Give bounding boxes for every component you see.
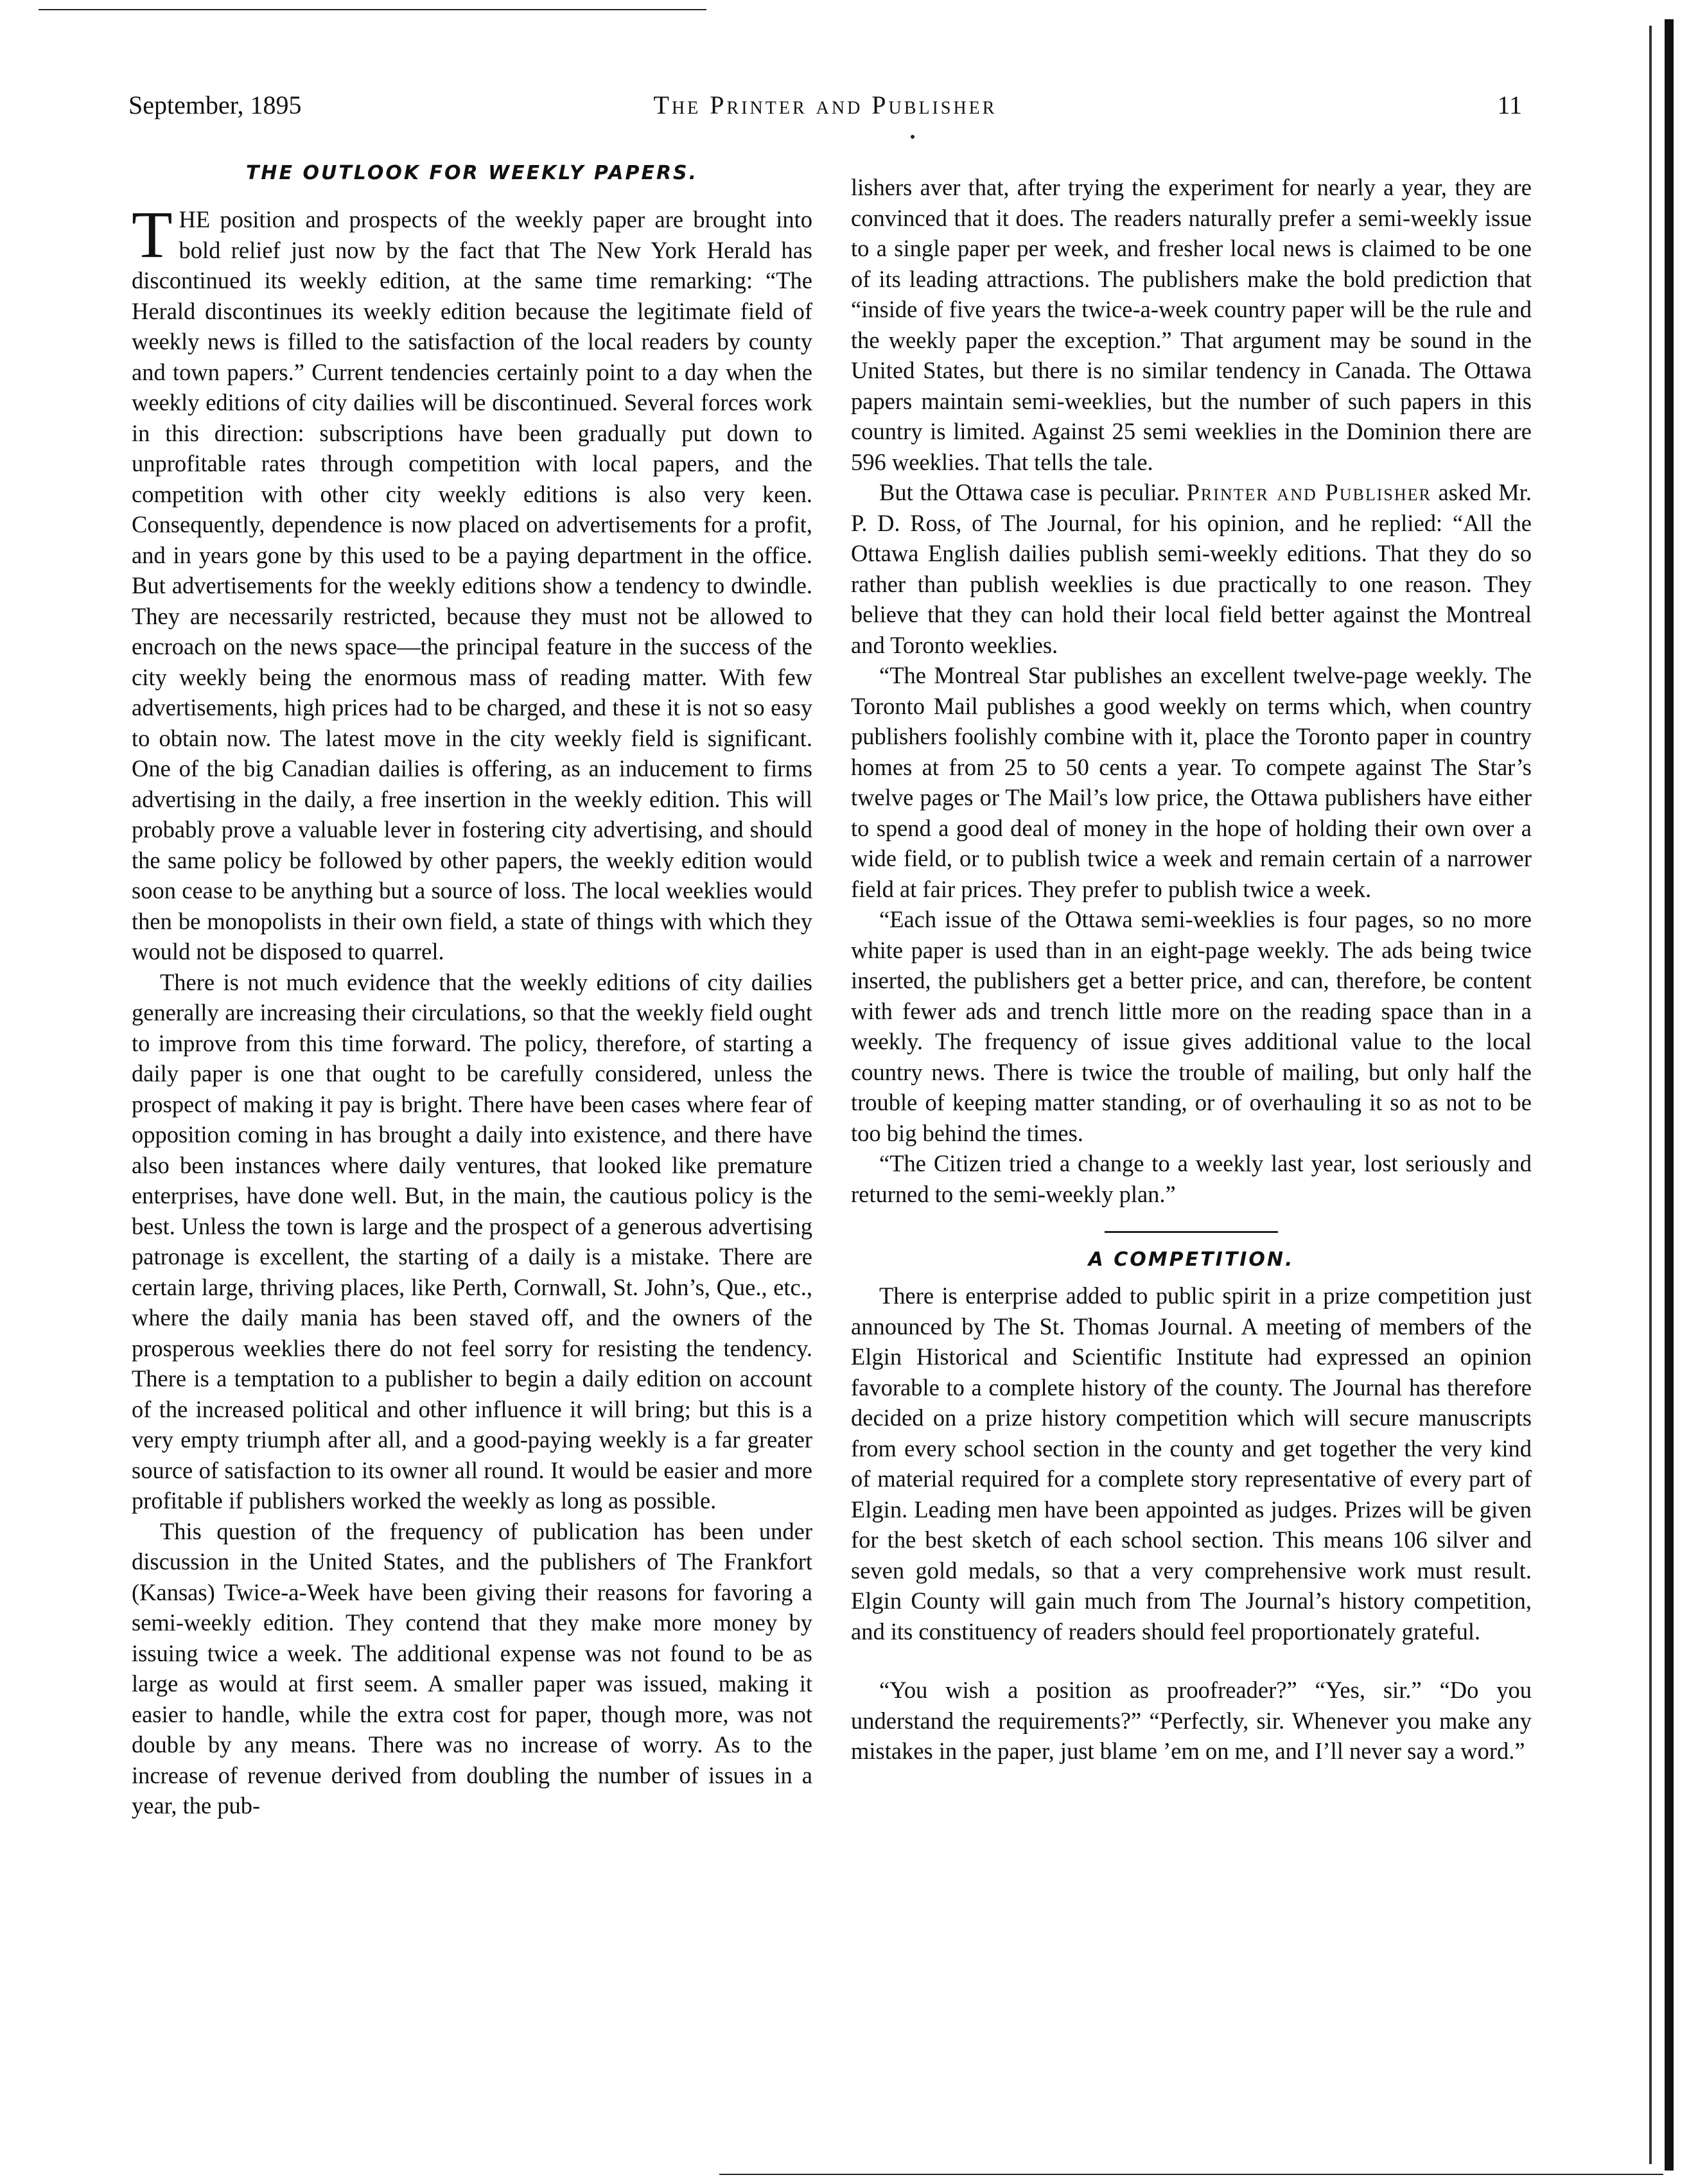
paragraph-text: But the Ottawa case is peculiar.	[879, 479, 1180, 505]
article-paragraph: There is not much evidence that the weekly editions of city dailies generally are increasing their circulations, so that the weekly field ought to improve from this time forward. The policy, therefore, of starting a daily paper is one that ought to be carefully considered, unless the prospect of making it pay is bright. There have been cases where fear of opposition coming in has brought a daily into existence, and there have also been instances where daily ventures, that looked like premature enterprises, have done well. But, in the main, the cautious policy is the best. Unless the town is large and the prospect of a generous advertising patronage is excellent, the starting of a daily is a mistake. There are certain large, thriving places, like Perth, Cornwall, St. John’s, Que., etc., where the daily mania has been staved off, and the owners of the prosperous weeklies there do not feel sorry for resisting the tendency. There is a temptation to a publisher to begin a daily edition on account of the increased political and other influence it will bring; but this is a very empty triumph after all, and a good-paying weekly is a far greater source of satisfaction to its owner all round. It would be easier and more profitable if publishers worked the weekly as long as possible.	[132, 968, 812, 1514]
page-number: 11	[1497, 91, 1522, 119]
issue-date: September, 1895	[128, 91, 302, 119]
filler-anecdote: “You wish a position as proofreader?” “Yes, sir.” “Do you understand the requirements?” “Perfectly, sir. Whenever you make any mistakes in the paper, just blame ’em on me, and I’ll never say a word.”	[851, 1677, 1532, 1764]
article-paragraph: This question of the frequency of publication has been under discussion in the United States, and the publishers of The Frankfort (Kansas) Twice-a-Week have been giving their reasons for favoring a semi-weekly edition. They contend that they make more money by issuing twice a week. The additional expense was not found to be as large as would at first seem. A smaller paper was issued, making it easier to handle, while the extra cost for paper, though more, was not double by any means. There was no increase of worry. As to the increase of revenue derived from doubling the number of issues in a year, the pub-	[132, 1517, 812, 1819]
bottom-border-rule	[719, 2174, 1663, 2175]
publication-title: The Printer and Publisher	[653, 91, 997, 119]
article-paragraph: There is enterprise added to public spirit in a prize competition just announced by The St. Thomas Journal. A meeting of members of the Elgin Historical and Scientific Institute had expressed an opinion favorable to a complete history of the county. The Journal has therefore decided on a prize history competition which will secure manuscripts from every school section in the county and get together the very kind of material required for a complete story representative of every part of Elgin. Leading men have been appointed as judges. Prizes will be given for the best sketch of each school section. This means 106 silver and seven gold medals, so that a very comprehensive work must result. Elgin County will gain much from The Journal’s history competition, and its constituency of readers should feel proportionately grateful.	[851, 1282, 1532, 1645]
article-paragraph	[851, 477, 1532, 660]
page-header	[128, 90, 1522, 128]
right-binding-edge-thin	[1649, 26, 1652, 2164]
paragraph-text: asked Mr. P. D. Ross, of The Journal, for his opinion, and he replied: “All the Ottawa English dailies publish semi-weekly editions. That they do so rather than publish weeklies is due practically to one reason. They believe that they can hold their local field better against the Montreal and Toronto weeklies.	[851, 479, 1532, 658]
article-heading-outlook: THE OUTLOOK FOR WEEKLY PAPERS.	[245, 162, 699, 184]
article-paragraph: “Each issue of the Ottawa semi-weeklies is four pages, so no more white paper is used than in an eight-page weekly. The ads being twice inserted, the publishers get a better price, and can, therefore, be content with fewer ads and trench little more on the reading space than in a weekly. The frequency of issue gives additional value to the local country news. There is twice the trouble of mailing, but only half the trouble of keeping matter standing, or of overhauling it so as not to be too big behind the times.	[851, 906, 1532, 1146]
left-column	[132, 161, 812, 1821]
right-binding-edge	[1665, 19, 1674, 2171]
paragraph-text: HE position and prospects of the weekly paper are brought into bold relief just now by the fact that The New York Herald has discontinued its weekly edition, at the same time remarking: “The Herald discontinues its weekly edition because the legitimate field of weekly news is filled to the satisfaction of the local readers by county and town papers.” Current tendencies certainly point to a day when the weekly editions of city dailies will be discontinued. Several forces work in this direction: subscriptions have been gradually put down to unprofitable rates through competition with local papers, and the competition with other city weekly editions is also very keen. Consequently, dependence is now placed on advertisements for a profit, and in years gone by this used to be a paying department in the office. But advertisements for the weekly editions show a tendency to dwindle. They are necessarily restricted, because they must not be allowed to encroach on the news space—the principal feature in the success of the city weekly being the enormous mass of reading matter. With few advertisements, high prices had to be charged, and these it is not so easy to obtain now. The latest move in the city weekly field is significant. One of the big Canadian dailies is offering, as an inducement to firms advertising in the daily, a free insertion in the weekly edition. This will probably prove a valuable lever in fostering city advertising, and should the same policy be followed by other papers, the weekly edition would soon cease to be anything but a source of loss. The local weeklies would then be monopolists in their own field, a state of things with which they would not be disposed to quarrel.	[132, 206, 812, 965]
article-paragraph: “The Citizen tried a change to a weekly last year, lost seriously and returned to the semi-weekly plan.”	[851, 1150, 1532, 1207]
article-heading-competition: A COMPETITION.	[1088, 1248, 1295, 1271]
drop-cap: T	[132, 198, 173, 272]
publication-name-smallcaps: Printer and Publisher	[1186, 479, 1431, 505]
header-dot	[911, 135, 915, 139]
article-paragraph: “The Montreal Star publishes an excellent twelve-page weekly. The Toronto Mail publishes a good weekly on terms which, when country publishers foolishly combine with it, place the Toronto paper in country homes at from 25 to 50 cents a year. To compete against The Star’s twelve pages or The Mail’s low price, the Ottawa publishers have either to spend a good deal of money in the hope of holding their own over a wide field, or to publish twice a week and remain certain of a narrower field at fair prices. They prefer to publish twice a week.	[851, 662, 1532, 902]
section-divider	[1105, 1231, 1278, 1233]
right-column	[851, 172, 1532, 1767]
article-paragraph	[132, 198, 812, 967]
spacer	[851, 1647, 1532, 1675]
article-paragraph-continued: lishers aver that, after trying the experiment for nearly a year, they are convinced that it does. The readers naturally prefer a semi-weekly issue to a single paper per week, and fresher local news is claimed to be one of its leading attractions. The publishers make the bold prediction that “inside of five years the twice-a-week country paper will be the rule and the weekly paper the exception.” That argument may be sound in the United States, but there is no similar tendency in Canada. The Ottawa papers maintain semi-weeklies, but the number of such papers in this country is limited. Against 25 semi weeklies in the Dominion there are 596 weeklies. That tells the tale.	[851, 174, 1532, 475]
top-border-rule	[39, 9, 706, 10]
